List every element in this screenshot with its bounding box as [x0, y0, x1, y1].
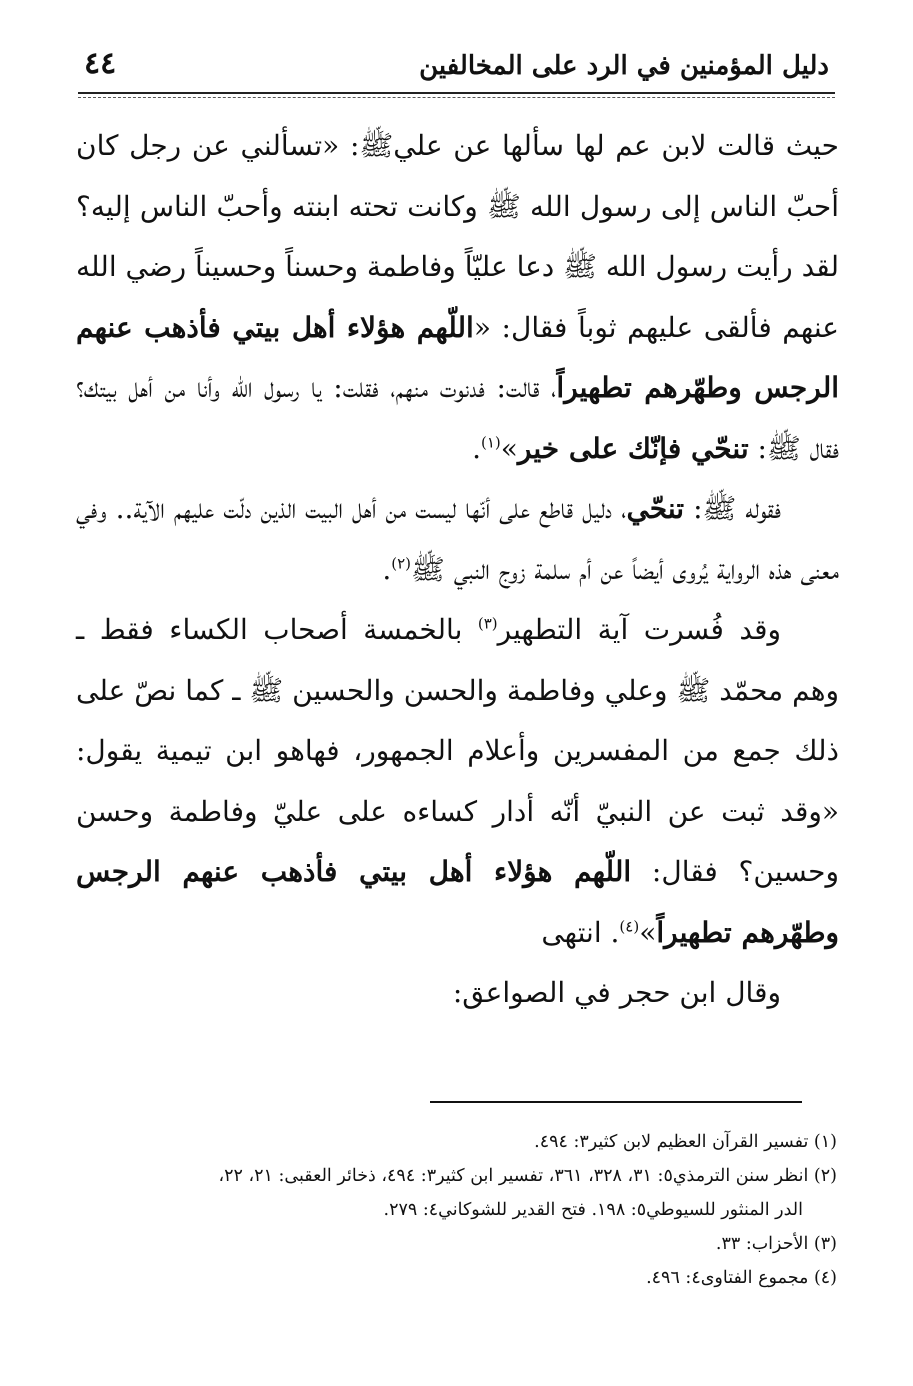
p3-close-quote: »: [639, 915, 657, 949]
header-dashed-rule: [78, 97, 835, 98]
footnote-2: (٢) انظر سنن الترمذي٥: ٣١، ٣٢٨، ٣٦١، تفسير ابن كثير٣: ٤٩٤، ذخائر العقبى: ٢١، ٢٢،: [218, 1166, 837, 1186]
footnote-ref-2: (٢): [391, 554, 412, 573]
p2-end: .: [382, 552, 392, 586]
p3-quote-bold: اللّهم هؤلاء أهل بيتي فأذهب عنهم الرجس وطهّرهم تطهيراً: [76, 855, 839, 949]
p1-close-quote: »: [500, 431, 518, 465]
header-rule: [78, 92, 835, 94]
footnote-4: (٤) مجموع الفتاوى٤: ٤٩٦.: [646, 1268, 837, 1288]
paragraph-4: وقال ابن حجر في الصواعق:: [452, 976, 781, 1009]
footnote-2-continued: الدر المنثور للسيوطي٥: ١٩٨. فتح القدير للشوكاني٤: ٢٧٩.: [383, 1200, 803, 1220]
footnote-3: (٣) الأحزاب: ٣٣.: [715, 1234, 837, 1254]
footnotes: [76, 1125, 837, 1295]
main-text: [76, 116, 839, 1024]
p1-quote-bold-2: تنحّي فإنّك على خير: [517, 431, 749, 465]
paragraph-2: [76, 479, 839, 600]
p1-quote-bold: اللّهم هؤلاء أهل بيتي فأذهب عنهم الرجس وطهّرهم تطهيراً: [76, 310, 840, 404]
page-number: ٤٤: [84, 46, 117, 81]
footnote-ref-1: (١): [480, 433, 501, 452]
footnote-ref-3: (٣): [477, 614, 498, 633]
p1-text-2: ، قالت: فدنوت منهم، فقلت: يا رسول الله وأنا من أهل بيتك؟ فقال ﷺ:: [76, 371, 839, 465]
p2-text: فقوله ﷺ:: [684, 492, 781, 525]
paragraph-1: [76, 116, 839, 479]
p3-end: . انتهى: [541, 915, 620, 949]
p3-text: وقد فُسرت آية التطهير: [497, 613, 781, 646]
p2-text-2: ، دليل قاطع على أنّها ليست من أهل البيت الذين دلّت عليهم الآية.. وفي معنى هذه الرواية يُروى أيضاً عن أم سلمة زوج النبي ﷺ: [76, 492, 839, 586]
footnote-separator: [430, 1101, 802, 1103]
footnote-ref-4: (٤): [619, 917, 640, 936]
p1-text: حيث قالت لابن عم لها سألها عن عليﷺ: «تسألني عن رجل كان أحبّ الناس إلى رسول الله ﷺ وكانت تحته ابنته وأحبّ الناس إليه؟ لقد رأيت رسول الله ﷺ دعا عليّاً وفاطمة وحسناً وحسيناً رضي الله عنهم فألقى عليهم ثوباً فقال: «: [76, 129, 839, 344]
p1-end: .: [472, 431, 481, 465]
p2-bold: تنحّي: [626, 492, 685, 525]
running-header: [78, 40, 835, 96]
footnote-1: (١) تفسير القرآن العظيم لابن كثير٣: ٤٩٤.: [534, 1132, 837, 1152]
paragraph-3: [76, 600, 839, 963]
book-title: دليل المؤمنين في الرد على المخالفين: [419, 51, 829, 81]
p3-text-2: بالخمسة أصحاب الكساء فقط ـ وهم محمّد ﷺ وعلي وفاطمة والحسن والحسين ﷺ ـ كما نصّ على ذلك جمع من المفسرين وأعلام الجمهور، فهاهو ابن تيمية يقول: «وقد ثبت عن النبيّ أنّه أدار كساءه على عليّ وفاطمة وحسن وحسين؟ فقال:: [76, 613, 839, 888]
